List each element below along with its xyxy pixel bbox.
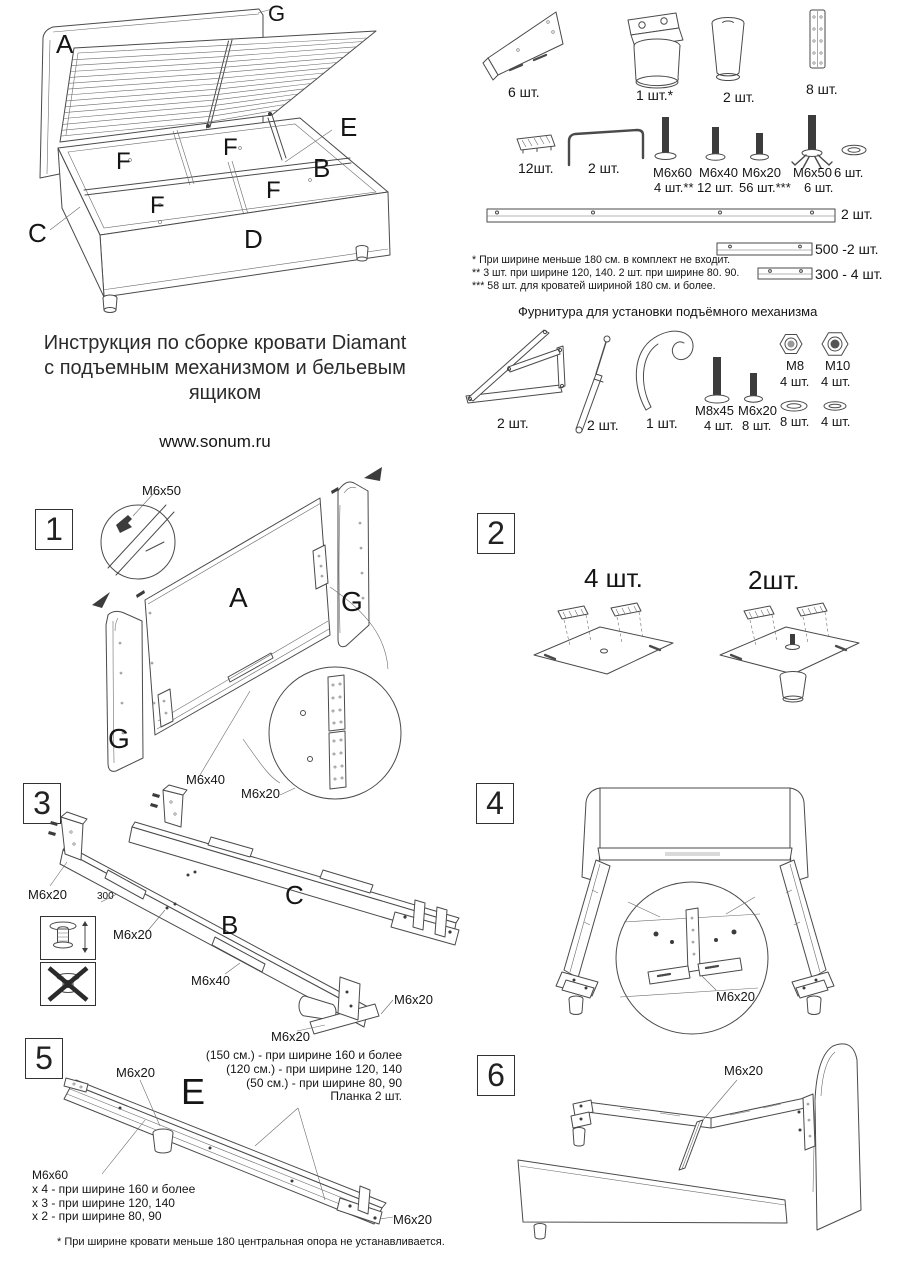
part-label-G: G <box>341 586 363 617</box>
bolt-m6x20-qty: 56 шт.*** <box>739 180 791 195</box>
bolt-callout-m6x20: M6x20 <box>393 1212 433 1227</box>
bolt-m6x40-icon <box>706 127 725 160</box>
gas-strut-qty: 2 шт. <box>587 417 619 433</box>
step-6-illustration <box>515 1042 895 1242</box>
part-label-C: C <box>28 218 47 248</box>
bolt-callout-m6x20: M6x20 <box>241 786 281 801</box>
bolt-m8x45-icon <box>705 357 729 403</box>
step-5-number <box>25 1038 63 1079</box>
corner-bracket-with-leg <box>720 603 859 702</box>
part-label-F: F <box>266 177 281 204</box>
bolt-m6x20-name: M6x20 <box>742 165 782 180</box>
strap-qty: 1 шт. <box>646 415 678 431</box>
bolt-m6x40-qty: 12 шт. <box>697 180 734 195</box>
magnifier-detail-circle <box>101 493 175 579</box>
pad-qty: 12шт. <box>518 160 554 176</box>
step-1-illustration <box>88 463 463 818</box>
qty-note-1: x 4 - при ширине 160 и более <box>32 1181 196 1196</box>
part-label-F: F <box>116 148 131 175</box>
washer-4-icon <box>824 402 846 410</box>
bolt-callout-m6x20: M6x20 <box>28 887 68 902</box>
bolt-m6x60-name: M6x60 <box>653 165 693 180</box>
bolt-m6x50-icon <box>792 115 832 168</box>
step-number-text: 3 <box>33 785 51 821</box>
bolt-callout-m6x20: M6x20 <box>271 1029 311 1044</box>
step-number-text: 2 <box>487 515 505 551</box>
note-3: *** 58 шт. для кроватей шириной 180 см. и более. <box>472 279 716 292</box>
title-line-1: Инструкция по сборке кровати Diamant <box>43 332 407 354</box>
direction-arrow-icon <box>364 467 382 481</box>
lift-mechanism-icon <box>466 330 565 403</box>
nut-m10-qty: 4 шт. <box>821 374 851 389</box>
step-number-text: 6 <box>487 1057 505 1093</box>
bolt-m6x40-name: M6x40 <box>699 165 739 180</box>
bolt-callout-m6x20: M6x20 <box>116 1065 156 1080</box>
bed-leg <box>356 246 368 262</box>
bolt-callout-m6x20: M6x20 <box>394 992 434 1007</box>
step-6-number <box>477 1055 515 1096</box>
bolt-callout-m6x40: M6x40 <box>186 772 226 787</box>
bolt-m8x45-name: M8x45 <box>695 403 735 418</box>
bolt-callout-m6x40: M6x40 <box>191 973 231 988</box>
bottom-footnote: * При ширине кровати меньше 180 центральная опора не устанавливается. <box>57 1236 445 1248</box>
part-label-E: E <box>181 1071 206 1112</box>
pad-icon <box>517 135 555 153</box>
bolt-m6x60-qty: 4 шт.** <box>654 180 694 195</box>
rail-300-qty: 300 - 4 шт. <box>815 266 883 282</box>
length-note-3: (50 см.) - при ширине 80, 90 <box>246 1075 402 1090</box>
corner-bracket-with-pads <box>534 603 673 674</box>
bolt-qty-notes <box>32 1169 195 1224</box>
step-number-text: 1 <box>45 511 63 547</box>
bracket-2x-qty: 2шт. <box>748 565 800 595</box>
connecting-plate-icon <box>810 10 825 68</box>
side-panel-G-right <box>338 482 369 647</box>
note-1: * При ширине меньше 180 см. в комплект не входит. <box>472 254 731 266</box>
length-note-2: (120 см.) - при ширине 120, 140 <box>226 1061 402 1076</box>
part-label-G: G <box>268 1 286 26</box>
u-bracket-qty: 2 шт. <box>588 160 620 176</box>
nut-m8-name: M8 <box>786 358 805 373</box>
note-2: ** 3 шт. при ширине 120, 140. 2 шт. при ширине 80. 90. <box>472 266 740 279</box>
title-line-2: с подъемным механизмом и бельевым ящиком <box>44 357 406 404</box>
corner-bracket-leg-left <box>556 972 598 1015</box>
plank-qty-note: Планка 2 шт. <box>330 1089 402 1104</box>
washer-4-qty: 4 шт. <box>821 414 851 429</box>
website-url: www.sonum.ru <box>159 432 271 451</box>
bolt-callout-m6x20: M6x20 <box>724 1063 764 1078</box>
rail-300-icon <box>758 268 812 279</box>
washer-8-qty: 8 шт. <box>780 414 810 429</box>
nut-m8-icon <box>780 335 802 354</box>
cylinder-leg-icon <box>712 18 744 81</box>
part-label-D: D <box>244 224 263 254</box>
bolt-m6x50-name: M6x50 <box>793 165 833 180</box>
nut-m10-name: M10 <box>825 358 851 373</box>
bolt-callout-m6x60: M6x60 <box>32 1168 69 1182</box>
rail-long-qty: 2 шт. <box>841 206 873 222</box>
headboard-side-view <box>813 1044 861 1230</box>
nut-m10-icon <box>822 333 848 356</box>
rails-assembly <box>571 1094 815 1170</box>
direction-arrow-icon <box>92 592 110 608</box>
step-1-number <box>35 509 73 550</box>
washer-8-icon <box>781 401 807 411</box>
bracket-4x-qty: 4 шт. <box>584 563 643 593</box>
part-label-C: C <box>285 880 304 910</box>
washer-qty: 6 шт. <box>834 165 864 180</box>
bolt-m8x45-qty: 4 шт. <box>704 418 734 433</box>
bolt-m6x20-qty: 8 шт. <box>742 418 772 433</box>
bolt-callout-m6x50: M6x50 <box>142 483 182 498</box>
part-label-A: A <box>56 29 74 59</box>
rail-500-qty: 500 -2 шт. <box>815 241 879 257</box>
part-label-G: G <box>108 723 130 754</box>
bolt-callout-m6x20: M6x20 <box>716 989 756 1004</box>
dimension-300: 300 <box>97 891 114 902</box>
part-label-F: F <box>223 134 238 161</box>
corner-bracket-qty: 6 шт. <box>508 84 540 100</box>
qty-note-2: x 3 - при ширине 120, 140 <box>32 1195 175 1210</box>
bolt-m6x20-name: M6x20 <box>738 403 778 418</box>
bolt-callout-m6x20: M6x20 <box>113 927 153 942</box>
page-title <box>15 331 435 406</box>
qty-note-3: x 2 - при ширине 80, 90 <box>32 1209 162 1224</box>
corner-bracket-leg-right <box>792 972 834 1015</box>
step-4-number <box>476 783 514 824</box>
bed-leg <box>103 295 117 313</box>
part-label-A: A <box>229 582 248 613</box>
part-label-E: E <box>340 112 358 142</box>
center-support-detail-circle <box>616 882 768 1034</box>
corner-bracket-icon <box>483 12 563 80</box>
washer-icon <box>842 145 866 155</box>
lift-mechanism-qty: 2 шт. <box>497 415 529 431</box>
part-label-B: B <box>221 910 239 940</box>
rail-long-icon <box>487 209 835 222</box>
plank-length-notes <box>195 1049 402 1104</box>
box-front-panel <box>518 1160 787 1239</box>
part-label-F: F <box>150 192 165 219</box>
step-number-text: 5 <box>35 1040 53 1076</box>
bolt-m6x20-icon <box>745 373 763 402</box>
hardware-notes <box>472 254 739 292</box>
foot-forbidden-icon <box>40 962 96 1006</box>
step-2-number <box>477 513 515 554</box>
part-label-B: B <box>313 153 331 183</box>
cylinder-leg-qty: 2 шт. <box>723 89 755 105</box>
step-2-illustration <box>520 598 880 706</box>
leg-bracket-icon <box>628 13 683 88</box>
leg-bracket-qty: 1 шт.* <box>636 87 674 103</box>
bolt-m6x60-icon <box>655 117 676 160</box>
adjustable-foot-allowed-icon <box>40 916 96 960</box>
mechanism-section-title: Фурнитура для установки подъёмного механизма <box>518 304 818 319</box>
bolt-m6x50-qty: 6 шт. <box>804 180 834 195</box>
step-number-text: 4 <box>486 785 504 821</box>
strap-icon <box>636 331 693 410</box>
nut-m8-qty: 4 шт. <box>780 374 810 389</box>
length-note-1: (150 см.) - при ширине 160 и более <box>205 1048 402 1062</box>
bolt-m6x20-icon <box>751 133 769 160</box>
plate-qty: 8 шт. <box>806 81 838 97</box>
